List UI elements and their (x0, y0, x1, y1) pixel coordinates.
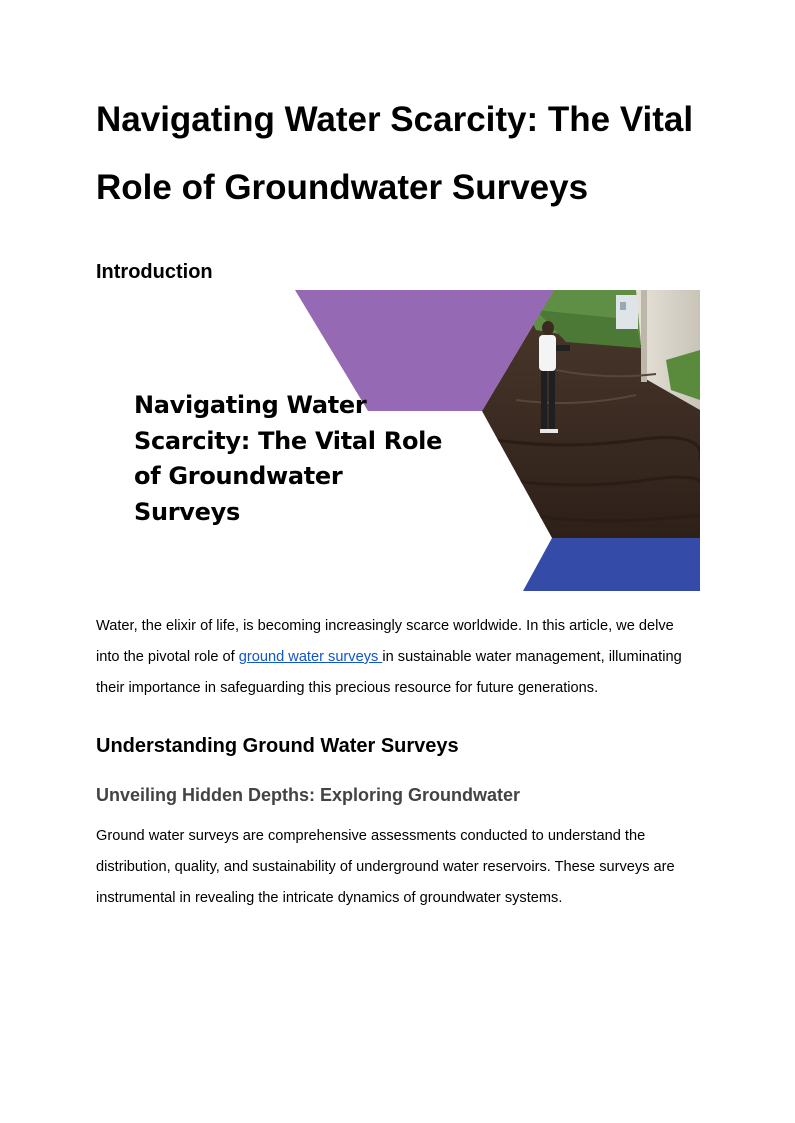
banner-title-line-4: Surveys (134, 497, 240, 526)
document-title-line-2: Role of Groundwater Surveys (96, 168, 589, 207)
banner-title-line-1: Navigating Water (134, 391, 367, 419)
ground-water-surveys-link[interactable]: ground water surveys (238, 649, 383, 665)
section-line-2: distribution, quality, and sustainability of underground water reservoirs. These surveys are (96, 859, 675, 875)
section-heading: Understanding Ground Water Surveys (96, 735, 459, 757)
document-title-line-1: Navigating Water Scarcity: The Vital (96, 100, 694, 139)
section-line-3: instrumental in revealing the intricate dynamics of groundwater systems. (96, 890, 563, 906)
subsection-heading: Unveiling Hidden Depths: Exploring Groundwater (96, 785, 521, 805)
banner-title (134, 388, 454, 530)
intro-line-3: their importance in safeguarding this precious resource for future generations. (96, 680, 599, 696)
intro-line-2-start: into the pivotal role of (96, 649, 239, 665)
intro-heading: Introduction (96, 261, 213, 283)
article-banner-image (96, 290, 700, 591)
intro-line-1: Water, the elixir of life, is becoming increasingly scarce worldwide. In this article, we delve (96, 618, 674, 634)
section-line-1: Ground water surveys are comprehensive assessments conducted to understand the (96, 828, 646, 844)
document-title (96, 86, 716, 222)
intro-line-2-end: in sustainable water management, illuminating (382, 649, 682, 665)
blue-shape (523, 538, 700, 591)
banner-title-line-3: of Groundwater (134, 462, 343, 490)
banner-title-line-2: Scarcity: The Vital Role (134, 426, 443, 455)
section-paragraph (96, 821, 706, 914)
intro-paragraph (96, 611, 706, 704)
